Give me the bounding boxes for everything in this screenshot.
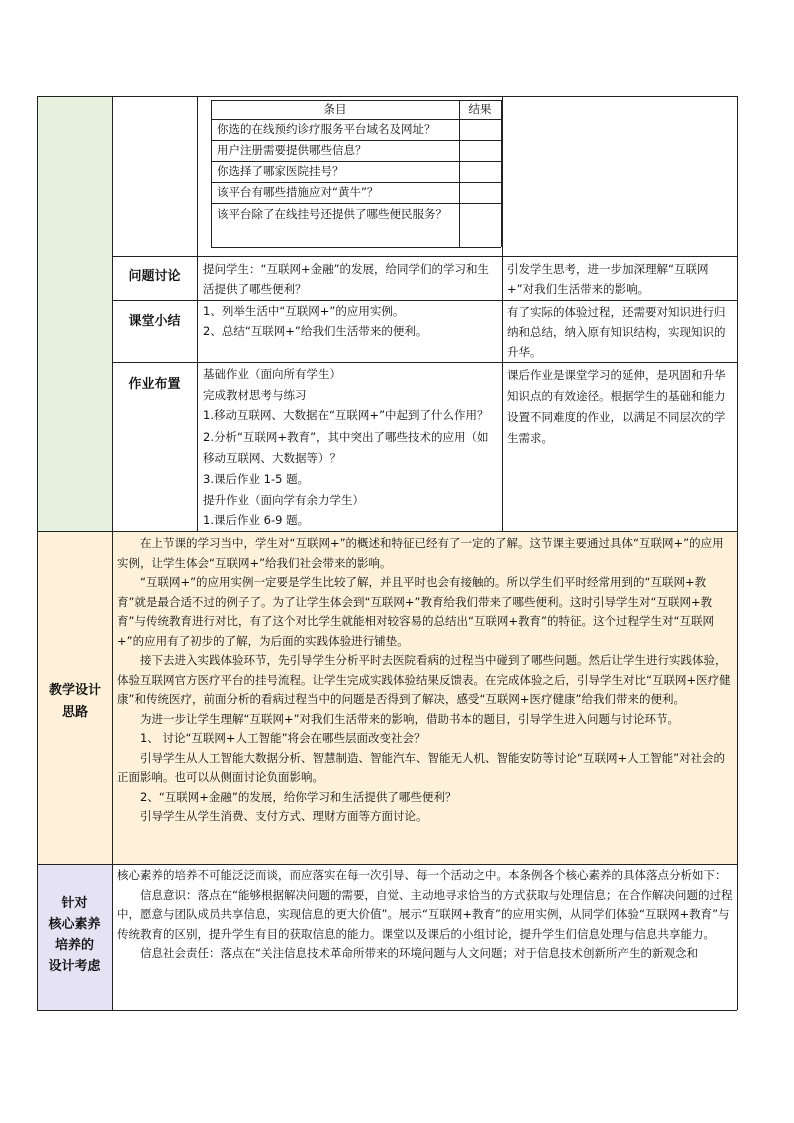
homework-line: 完成教材思考与练习: [203, 388, 307, 402]
survey-header-result: 结果: [468, 102, 492, 116]
design-paragraph: 2、“互联网+金融”的发展，给你学习和生活提供了哪些便利？: [140, 789, 457, 804]
literacy-label-line: 针对: [61, 896, 88, 911]
design-label: 教学设计思路: [48, 683, 101, 720]
literacy-content: [117, 866, 734, 1009]
survey-row: 你选择了哪家医院挂号？: [217, 164, 344, 178]
homework-line: 1.课后作业 6-9 题。: [203, 513, 310, 527]
literacy-label: [37, 893, 112, 977]
design-paragraph: 1、 讨论“互联网+人工智能”将会在哪些层面改变社会？: [140, 731, 426, 745]
survey-row: 用户注册需要提供哪些信息？: [217, 143, 367, 157]
summary-intent: 有了实际的体验过程，还需要对知识进行归纳和总结，纳入原有知识结构，实现知识的升华。: [507, 305, 726, 359]
literacy-paragraph: 信息社会责任：落点在“关注信息技术革命所带来的环境问题与人文问题；对于信息技术创新所产生的新观念和: [140, 946, 698, 960]
homework-line: 3.课后作业 1-5 题。: [203, 472, 310, 486]
survey-header-item: 条目: [323, 102, 347, 116]
discussion-label: 问题讨论: [128, 269, 181, 284]
literacy-paragraph: 核心素养的培养不可能泛泛而谈，而应落实在每一次引导、每一个活动之中。本条例各个核心素养的具体落点分析如下：: [117, 868, 727, 882]
discussion-intent: 引发学生思考，进一步加深理解“互联网+”对我们生活带来的影响。: [507, 262, 709, 296]
literacy-paragraph: 信息意识：落点在“能够根据解决问题的需要，自觉、主动地寻求恰当的方式获取与处理信息；在合作解决问题的过程中，愿意与团队成员共享信息，实现信息的更大价值”。展示“互联网+教育”的应用实例，从同学们体验“互联网+教育”与传统教育的区别，提升学生有目的获取信息的能力。课堂以及课后的小组讨论，提升学生们信息处理与信息共享能力。: [117, 887, 733, 941]
summary-item: 2、总结“互联网+”给我们生活带来的便利。: [203, 324, 428, 338]
homework-line: 2.分析“互联网+教育”，其中突出了哪些技术的应用（如移动互联网、大数据等）？: [203, 430, 489, 465]
homework-line: 基础作业（面向所有学生）: [203, 367, 341, 381]
homework-line: 1.移动互联网、大数据在“互联网+”中起到了什么作用？: [203, 408, 489, 422]
homework-intent: 课后作业是课堂学习的延伸，是巩固和升华知识点的有效途径。根据学生的基础和能力设置不同难度的作业，以满足不同层次的学生需求。: [507, 368, 726, 445]
homework-line: 提升作业（面向学有余力学生）: [203, 493, 364, 507]
green-column: [37, 96, 112, 531]
summary-label: 课堂小结: [128, 314, 181, 329]
survey-row: 你选的在线预约诊疗服务平台域名及网址？: [217, 122, 436, 136]
design-paragraph: 引导学生从学生消费、支付方式、理财方面等方面讨论。: [140, 809, 428, 823]
literacy-label-line: 核心素养: [48, 917, 101, 932]
design-paragraph: 接下去进入实践体验环节，先引导学生分析平时去医院看病的过程当中碰到了哪些问题。然后让学生进行实践体验，体验互联网官方医疗平台的挂号流程。让学生完成实践体验结果反馈表。在完成体验之后，引导学生对比“互联网+医疗健康”和传统医疗，前面分析的看病过程当中的问题是否得到了解决，感受“互联网+医疗健康”给我们带来的便利。: [117, 653, 731, 706]
discussion-content: 提问学生：“互联网+金融”的发展，给同学们的学习和生活提供了哪些便利？: [203, 262, 490, 296]
summary-item: 1、列举生活中“互联网+”的应用实例。: [203, 304, 405, 318]
design-paragraph: 在上节课的学习当中，学生对“互联网+”的概述和特征已经有了一定的了解。这节课主要通过具体“互联网+”的应用实例，让学生体会“互联网+”给我们社会带来的影响。: [117, 536, 724, 570]
survey-row: 该平台有哪些措施应对“黄牛”？: [217, 185, 379, 199]
homework-label: 作业布置: [128, 377, 181, 392]
survey-row: 该平台除了在线挂号还提供了哪些便民服务？: [217, 207, 447, 221]
design-paragraph: “互联网+”的应用实例一定要是学生比较了解，并且平时也会有接触的。所以学生们平时经常用到的“互联网+教育”就是最合适不过的例子了。为了让学生体会到“互联网+”教育给我们带来了哪些便利。这时引导学生对“互联网+教育”与传统教育进行对比，有了这个对比学生就能相对较容易的总结出“互联网+教育”的特征。这个过程学生对“互联网+”的应用有了初步的了解，为后面的实践体验进行铺垫。: [117, 575, 714, 648]
design-content: [117, 534, 734, 827]
literacy-label-line: 设计考虑: [48, 959, 101, 974]
design-paragraph: 为进一步让学生理解“互联网+”对我们生活带来的影响，借助书本的题目，引导学生进入问题与讨论环节。: [140, 711, 680, 726]
literacy-label-line: 培养的: [54, 938, 94, 953]
design-paragraph: 引导学生从人工智能大数据分析、智慧制造、智能汽车、智能无人机、智能安防等讨论“互联网+人工智能”对社会的正面影响。也可以从侧面讨论负面影响。: [117, 750, 726, 784]
